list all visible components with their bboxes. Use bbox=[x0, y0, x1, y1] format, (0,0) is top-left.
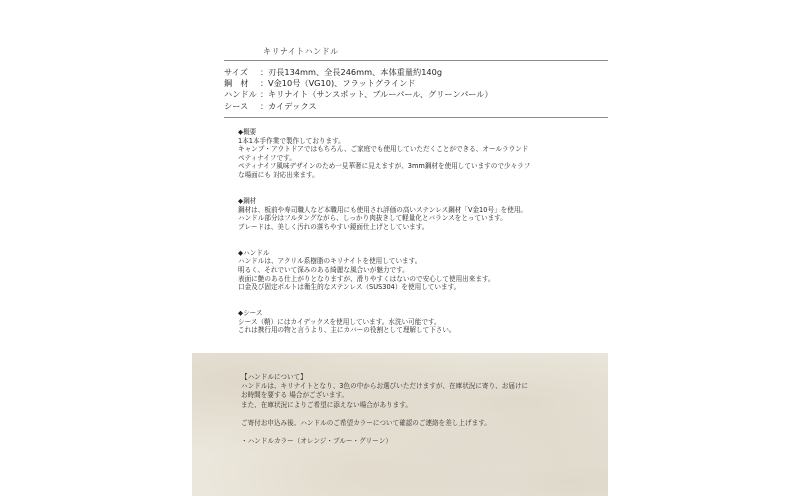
text-line: シース（鞘）にはカイデックスを使用しています。水洗い可能です。 bbox=[238, 317, 441, 326]
divider-top bbox=[224, 60, 608, 61]
spec-key: シース bbox=[224, 100, 249, 111]
spec-sep: ： bbox=[260, 67, 269, 77]
spec-row-sheath bbox=[224, 101, 493, 112]
section-heading: ◆鋼材 bbox=[238, 196, 257, 205]
divider-bottom bbox=[224, 117, 608, 118]
text-line: キャンプ・アウトドアではもちろん、ご家庭でも使用していただくことができる、オールラウンド bbox=[238, 145, 529, 154]
text-line: ハンドル部分はフルタングながら、しっかり肉抜きして軽量化とバランスをとっています。 bbox=[238, 214, 507, 223]
text-line: ペティナイフです。 bbox=[238, 153, 296, 162]
spec-row-steel bbox=[224, 78, 493, 89]
text-line: ブレードは、美しく汚れの落ちやすい鏡面仕上げとしています。 bbox=[238, 222, 429, 231]
section-heading: ◆ハンドル bbox=[238, 248, 270, 257]
text-line: ハンドルは、アクリル系樹脂のキリナイトを使用しています。 bbox=[238, 257, 422, 266]
text-line: 明るく、それでいて深みのある綺麗な風合いが魅力です。 bbox=[238, 265, 409, 274]
text-line: これは携行用の物と言うより、主にカバーの役割として理解して下さい。 bbox=[238, 326, 456, 335]
spec-value: V金10号（VG10)、フラットグラインド bbox=[268, 78, 416, 89]
section-sheath bbox=[238, 309, 598, 335]
spec-row-size bbox=[224, 67, 493, 78]
text-line: また、在庫状況によりご希望に添えない場合があります。 bbox=[241, 400, 412, 409]
spec-row-handle bbox=[224, 89, 493, 100]
section-overview bbox=[238, 128, 598, 180]
note-heading: 【ハンドルについて】 bbox=[241, 373, 307, 381]
text-line: 1本1本手作業で製作しております。 bbox=[238, 136, 345, 145]
text-line: な場面にも 対応出来ます。 bbox=[238, 170, 319, 179]
text-line: 鋼材は、板前や寿司職人など本職用にも使用され評価の高いステンレス鋼材「V金10号」を使用。 bbox=[238, 205, 528, 214]
description bbox=[238, 128, 598, 352]
section-handle bbox=[238, 249, 598, 292]
spec-value: キリナイト（サンスポット、ブルーパール、グリーンパール） bbox=[268, 89, 493, 100]
spec-sep: ： bbox=[260, 100, 269, 111]
text-line: ハンドルは、キリナイトとなり、3色の中からお選びいただけますが、在庫状況に寄り、お届けに bbox=[241, 382, 529, 391]
spec-key: サイズ bbox=[224, 67, 248, 77]
spec-key: 鋼 材 bbox=[224, 78, 249, 89]
text-line: 表面に艶のある仕上がりとなりますが、滑りやすくはないので安心して使用出来ます。 bbox=[238, 274, 495, 283]
section-heading: ◆概要 bbox=[238, 128, 257, 136]
spec-value: 刃長134mm、全長246mm、本体重量約140g bbox=[268, 67, 443, 77]
spec-key: ハンドル bbox=[224, 89, 257, 100]
spec-sep: ： bbox=[260, 89, 269, 100]
text-line: お時間を要する 場合がございます。 bbox=[241, 391, 349, 400]
section-heading: ◆シース bbox=[238, 309, 263, 318]
handle-color-line: ・ハンドルカラー（オレンジ・ブルー・グリーン） bbox=[241, 437, 392, 446]
text-line: ペティナイフ風味デザインのため一見華奢に見えますが、3mm鋼材を使用していますので少々ラフ bbox=[238, 162, 531, 171]
page-title: キリナイトハンドル bbox=[263, 47, 339, 56]
text-line: 口金及び固定ボルトは衛生的なステンレス（SUS304）を使用しています。 bbox=[238, 283, 461, 292]
spec-sep: ： bbox=[260, 78, 269, 89]
spec-value: カイデックス bbox=[268, 100, 317, 111]
text-line: ご寄付お申込み後、ハンドルのご希望カラーについて確認のご連絡を差し上げます。 bbox=[241, 419, 491, 427]
handle-note bbox=[241, 373, 601, 447]
spec-list bbox=[224, 67, 493, 112]
section-steel bbox=[238, 197, 598, 231]
